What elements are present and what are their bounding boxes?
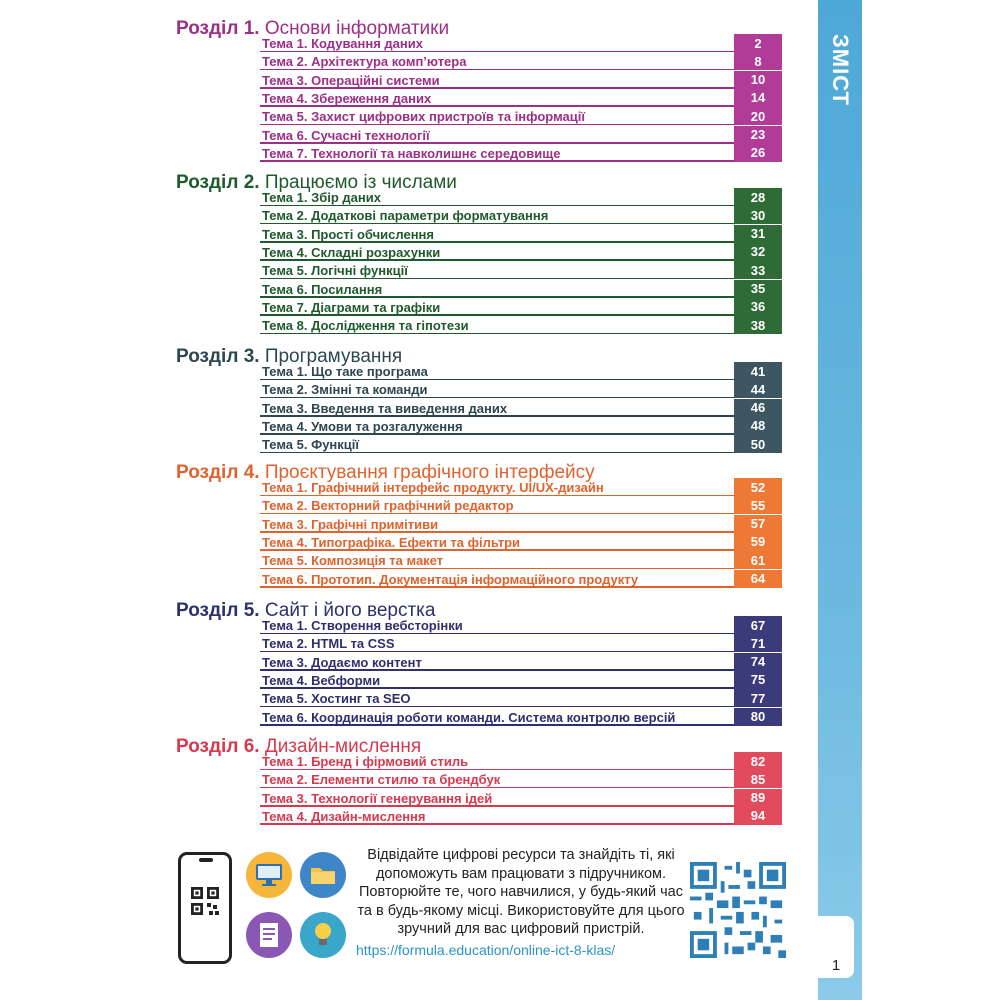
toc-entry[interactable] <box>260 52 782 70</box>
toc-entry[interactable] <box>260 551 782 569</box>
topic-label: Тема 5. Композиція та макет <box>262 553 444 569</box>
page-number-badge: 26 <box>734 144 782 162</box>
page-number: 1 <box>818 916 854 978</box>
qr-code-icon <box>191 887 219 915</box>
section-title: Працюємо із числами <box>264 172 457 193</box>
topic-label: Тема 6. Координація роботи команди. Система контролю версій <box>262 709 676 725</box>
topic-label: Тема 2. Додаткові параметри форматування <box>262 208 549 224</box>
sidebar-title: ЗМІСТ <box>828 34 853 106</box>
toc-entry[interactable] <box>260 225 782 243</box>
page-number-badge: 55 <box>734 496 782 514</box>
topic-label: Тема 2. Архітектура комп’ютера <box>262 54 467 70</box>
toc-entry[interactable] <box>260 653 782 671</box>
topic-label: Тема 6. Сучасні технології <box>262 127 430 143</box>
topic-label: Тема 4. Збереження даних <box>262 90 432 106</box>
page-number-badge: 75 <box>734 671 782 689</box>
topic-label: Тема 3. Прості обчислення <box>262 226 434 242</box>
section-title: Проєктування графічного інтерфейсу <box>264 462 595 483</box>
topic-label: Тема 3. Графічні примітиви <box>262 516 439 532</box>
toc-entry[interactable] <box>260 789 782 807</box>
topic-label: Тема 8. Дослідження та гіпотези <box>262 318 469 334</box>
section-title: Дизайн-мислення <box>264 736 422 757</box>
page-number-badge: 64 <box>734 570 782 588</box>
toc-entry[interactable] <box>260 89 782 107</box>
toc-entry[interactable] <box>260 298 782 316</box>
toc-entry[interactable] <box>260 362 782 380</box>
toc-entry[interactable] <box>260 435 782 453</box>
topic-label: Тема 2. HTML та CSS <box>262 636 395 652</box>
topic-label: Тема 7. Технології та навколишнє середовище <box>262 145 561 161</box>
topic-label: Тема 5. Логічні функції <box>262 263 408 279</box>
page-number-badge: 89 <box>734 789 782 807</box>
topic-underline <box>260 160 734 162</box>
page-number-badge: 82 <box>734 752 782 770</box>
toc-section <box>0 600 818 730</box>
section-number: Розділ 2. <box>176 172 260 193</box>
topic-label: Тема 1. Бренд і фірмовий стиль <box>262 754 469 769</box>
topic-label: Тема 2. Векторний графічний редактор <box>262 498 514 514</box>
topic-underline <box>260 333 734 335</box>
topic-label: Тема 4. Типографіка. Ефекти та фільтри <box>262 534 521 550</box>
topic-label: Тема 4. Дизайн-мислення <box>262 808 426 824</box>
topic-label: Тема 1. Створення вебсторінки <box>262 618 463 633</box>
page-number-badge: 14 <box>734 89 782 107</box>
page-number-badge: 59 <box>734 533 782 551</box>
toc-section <box>0 462 818 592</box>
lightbulb-icon <box>300 912 346 958</box>
section-title: Основи інформатики <box>264 18 450 39</box>
topic-label: Тема 5. Хостинг та SEO <box>262 691 411 707</box>
toc-entry[interactable] <box>260 34 782 52</box>
toc-entry[interactable] <box>260 316 782 334</box>
section-number: Розділ 1. <box>176 18 260 39</box>
page-number-badge: 41 <box>734 362 782 380</box>
toc-section <box>0 736 818 829</box>
page-number-badge: 32 <box>734 243 782 261</box>
topic-label: Тема 2. Змінні та команди <box>262 382 428 398</box>
toc-entry[interactable] <box>260 144 782 162</box>
section-number: Розділ 3. <box>176 346 260 367</box>
qr-code-icon[interactable] <box>690 862 786 958</box>
topic-label: Тема 1. Збір даних <box>262 190 381 205</box>
footer-text: Відвідайте цифрові ресурси та знайдіть ті, які допоможуть вам працювати з підручником. Повторюйте те, чого навчилися, у будь-який час та в будь-якому місці. Використовуйте для цього зручний для вас цифровий пристрій. <box>357 847 685 937</box>
topic-label: Тема 5. Захист цифрових пристроїв та інформації <box>262 109 586 125</box>
toc-entry[interactable] <box>260 261 782 279</box>
page-number-badge: 35 <box>734 280 782 298</box>
page-number-badge: 52 <box>734 478 782 496</box>
page-number-badge: 44 <box>734 380 782 398</box>
topic-label: Тема 1. Що таке програма <box>262 364 428 379</box>
toc-entry[interactable] <box>260 752 782 770</box>
page-number-badge: 30 <box>734 206 782 224</box>
topic-label: Тема 6. Посилання <box>262 281 383 297</box>
page-number-badge: 31 <box>734 225 782 243</box>
toc-entry[interactable] <box>260 478 782 496</box>
toc-entry[interactable] <box>260 515 782 533</box>
toc-entry[interactable] <box>260 417 782 435</box>
toc-entry[interactable] <box>260 807 782 825</box>
section-title: Сайт і його верстка <box>264 600 436 621</box>
document-icon <box>246 912 292 958</box>
section-title: Програмування <box>264 346 403 367</box>
page-number-badge: 33 <box>734 261 782 279</box>
topic-label: Тема 7. Діаграми та графіки <box>262 299 441 315</box>
topic-label: Тема 1. Кодування даних <box>262 36 423 51</box>
toc-entry[interactable] <box>260 188 782 206</box>
smartphone-qr-icon <box>178 852 232 964</box>
topic-label: Тема 3. Технології генерування ідей <box>262 790 493 806</box>
toc-entry[interactable] <box>260 71 782 89</box>
topic-label: Тема 6. Прототип. Документація інформаційного продукту <box>262 571 639 587</box>
toc-entry[interactable] <box>260 708 782 726</box>
footer-link[interactable]: https://formula.education/online-ict-8-klas/ <box>356 942 616 958</box>
toc-entry[interactable] <box>260 570 782 588</box>
page-number-badge: 67 <box>734 616 782 634</box>
section-number: Розділ 6. <box>176 736 260 757</box>
page-number-badge: 77 <box>734 689 782 707</box>
page-number-badge: 8 <box>734 52 782 70</box>
page-number-badge: 61 <box>734 551 782 569</box>
topic-label: Тема 4. Вебформи <box>262 672 381 688</box>
toc-entry[interactable] <box>260 126 782 144</box>
page-number-badge: 20 <box>734 107 782 125</box>
toc-entry[interactable] <box>260 671 782 689</box>
toc-entry[interactable] <box>260 380 782 398</box>
toc-entry[interactable] <box>260 496 782 514</box>
topic-label: Тема 4. Складні розрахунки <box>262 244 441 260</box>
topic-underline <box>260 586 734 588</box>
toc-section <box>0 18 818 166</box>
footer <box>0 840 818 1000</box>
topic-label: Тема 4. Умови та розгалуження <box>262 418 463 434</box>
page-number-badge: 23 <box>734 126 782 144</box>
page-number-badge: 2 <box>734 34 782 52</box>
topic-underline <box>260 724 734 726</box>
topic-label: Тема 3. Додаємо контент <box>262 654 422 670</box>
page-number-badge: 71 <box>734 634 782 652</box>
toc-entry[interactable] <box>260 533 782 551</box>
toc-section <box>0 346 818 458</box>
page-number-badge: 28 <box>734 188 782 206</box>
toc-entry[interactable] <box>260 634 782 652</box>
toc-entry[interactable] <box>260 243 782 261</box>
section-number: Розділ 4. <box>176 462 260 483</box>
toc-entry[interactable] <box>260 399 782 417</box>
toc-entry[interactable] <box>260 770 782 788</box>
page-number-badge: 10 <box>734 71 782 89</box>
page-number-badge: 94 <box>734 807 782 825</box>
page-number-badge: 46 <box>734 399 782 417</box>
topic-label: Тема 3. Введення та виведення даних <box>262 400 508 416</box>
computer-monitor-icon <box>246 852 292 898</box>
page-number-badge: 85 <box>734 770 782 788</box>
toc-entry[interactable] <box>260 107 782 125</box>
page-number-badge: 74 <box>734 653 782 671</box>
page-number-badge: 38 <box>734 316 782 334</box>
topic-underline <box>260 452 734 454</box>
section-number: Розділ 5. <box>176 600 260 621</box>
topic-label: Тема 3. Операційні системи <box>262 72 440 88</box>
toc-entry[interactable] <box>260 280 782 298</box>
topic-underline <box>260 823 734 825</box>
page-number-badge: 36 <box>734 298 782 316</box>
toc-section <box>0 172 818 338</box>
toc-entry[interactable] <box>260 616 782 634</box>
page-number-badge: 57 <box>734 515 782 533</box>
topic-label: Тема 2. Елементи стилю та брендбук <box>262 772 501 788</box>
topic-label: Тема 5. Функції <box>262 437 360 453</box>
folder-icon <box>300 852 346 898</box>
topic-label: Тема 1. Графічний інтерфейс продукту. UI/UX-дизайн <box>262 480 604 495</box>
toc-entry[interactable] <box>260 206 782 224</box>
side-tab <box>818 0 862 1000</box>
toc-entry[interactable] <box>260 689 782 707</box>
page-number-badge: 50 <box>734 435 782 453</box>
page-number-badge: 80 <box>734 708 782 726</box>
page-number-badge: 48 <box>734 417 782 435</box>
